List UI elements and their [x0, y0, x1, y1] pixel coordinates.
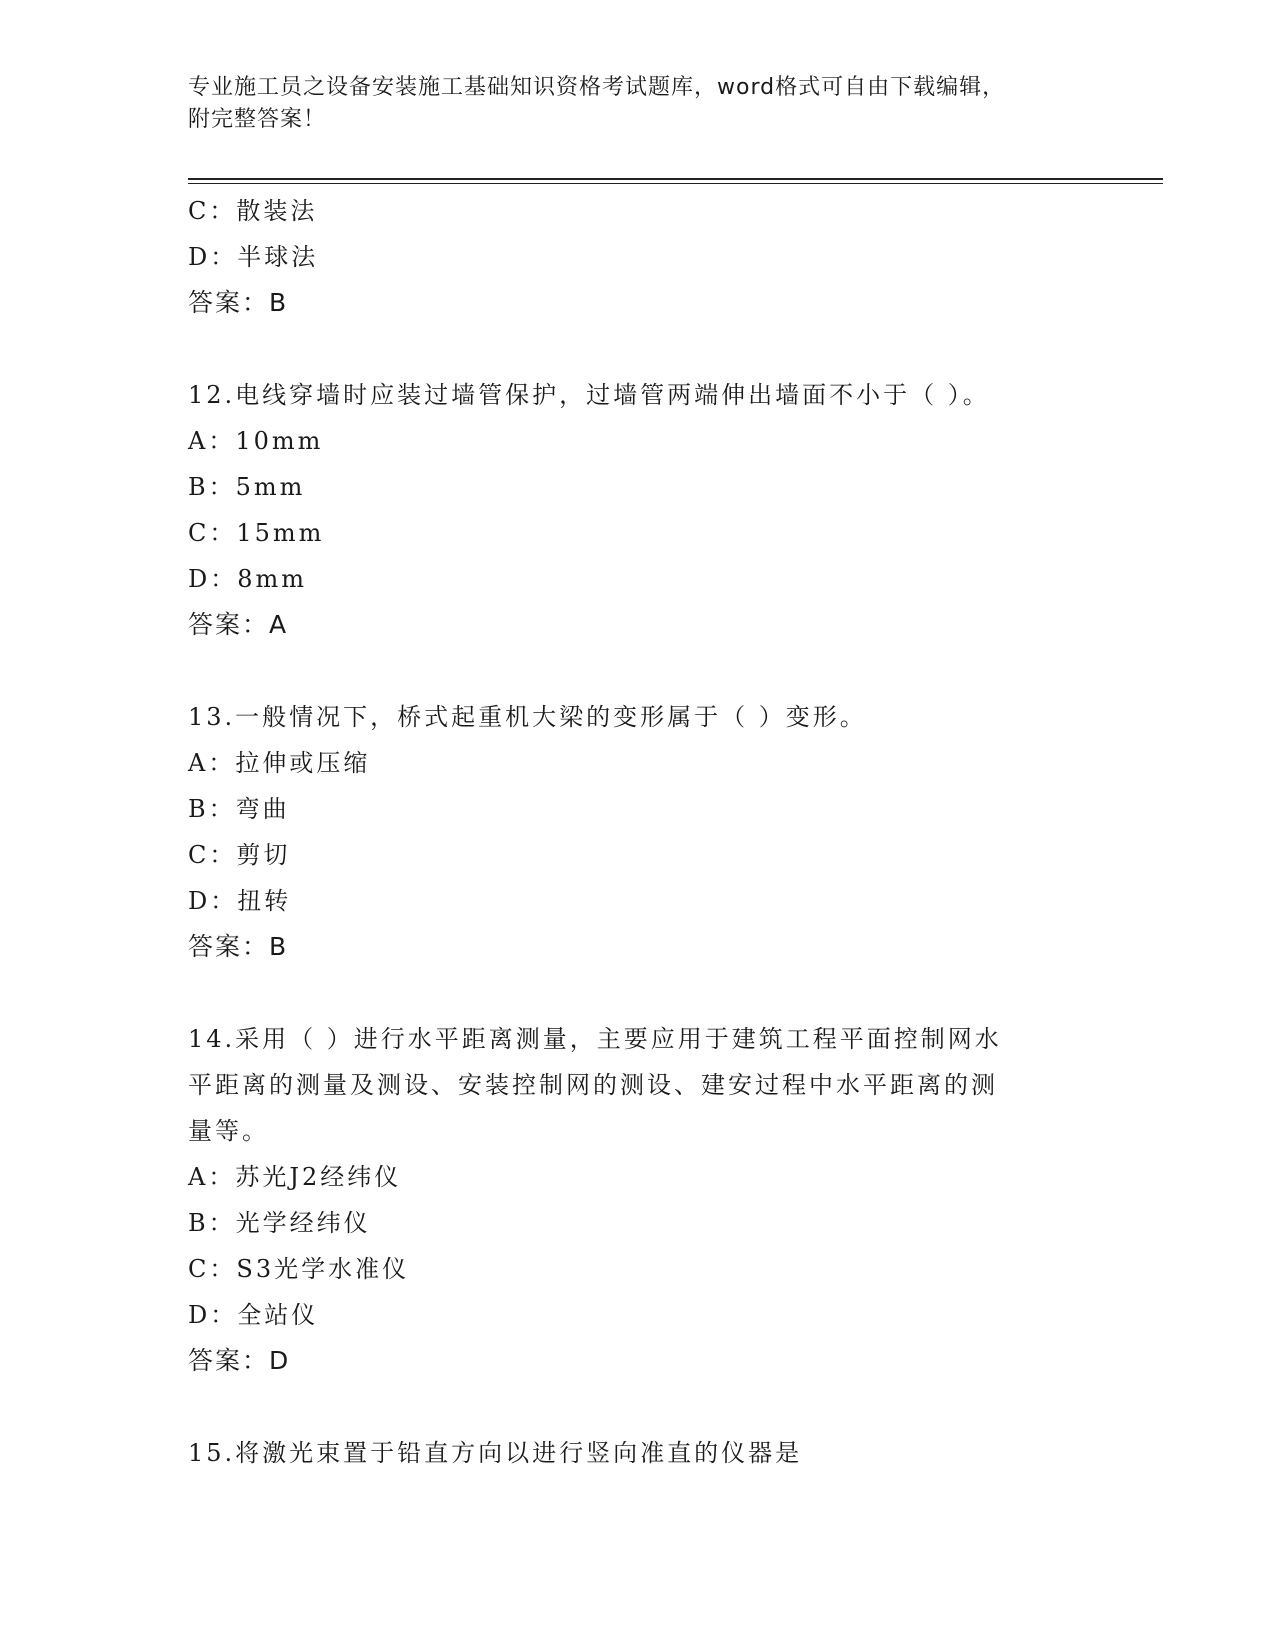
question-14 [188, 1016, 1088, 1384]
option-c [188, 510, 1088, 556]
question-15 [188, 1430, 1088, 1476]
answer-line: 答案：B [188, 288, 289, 317]
option-text: 散装法 [236, 197, 318, 225]
option-label: A： [188, 749, 236, 777]
option-text: 5mm [235, 473, 306, 501]
option-label: C： [188, 197, 237, 225]
spacer [188, 326, 1088, 372]
option-text: 光学经纬仪 [235, 1209, 371, 1237]
answer-line: 答案：B [188, 932, 289, 961]
question-stem-line-2: 平距离的测量及测设、安装控制网的测设、建安过程中水平距离的测 [188, 1071, 998, 1099]
option-label: D： [188, 1301, 238, 1329]
header-line-2: 附完整答案！ [188, 107, 327, 132]
question-list [188, 188, 1088, 1476]
question-13 [188, 694, 1088, 970]
option-text: 苏光J2经纬仪 [235, 1163, 402, 1191]
document-header [188, 72, 1068, 136]
option-b [188, 1200, 1088, 1246]
question-12 [188, 372, 1088, 648]
option-label: B： [188, 795, 236, 823]
option-d [188, 556, 1088, 602]
question-stem: 12.电线穿墙时应装过墙管保护，过墙管两端伸出墙面不小于（ ）。 [188, 381, 990, 409]
header-rule-thick [188, 178, 1163, 180]
question-stem: 13.一般情况下，桥式起重机大梁的变形属于（ ）变形。 [188, 703, 867, 731]
option-d [188, 878, 1088, 924]
header-line-1: 专业施工员之设备安装施工基础知识资格考试题库，word格式可自由下载编辑， [188, 75, 1006, 100]
option-label: A： [188, 427, 236, 455]
question-stem: 15.将激光束置于铅直方向以进行竖向准直的仪器是 [188, 1439, 803, 1467]
option-a [188, 740, 1088, 786]
spacer [188, 970, 1088, 1016]
option-label: D： [188, 887, 238, 915]
option-d [188, 1292, 1088, 1338]
option-b [188, 464, 1088, 510]
option-text: 弯曲 [235, 795, 290, 823]
answer-line: 答案：A [188, 610, 289, 639]
option-b [188, 786, 1088, 832]
option-label: B： [188, 1209, 236, 1237]
option-text: S3光学水准仪 [236, 1255, 410, 1283]
option-text: 15mm [236, 519, 325, 547]
option-label: B： [188, 473, 236, 501]
answer-line: 答案：D [188, 1346, 291, 1375]
option-c [188, 1246, 1088, 1292]
question-11-tail [188, 188, 1088, 326]
option-label: D： [188, 243, 238, 271]
option-a [188, 1154, 1088, 1200]
option-c [188, 832, 1088, 878]
option-text: 10mm [235, 427, 324, 455]
question-stem-line-1: 14.采用（ ）进行水平距离测量，主要应用于建筑工程平面控制网水 [188, 1025, 1002, 1053]
header-rule-thin [188, 183, 1163, 184]
option-c [188, 188, 1088, 234]
option-a [188, 418, 1088, 464]
spacer [188, 648, 1088, 694]
option-label: C： [188, 1255, 237, 1283]
option-label: A： [188, 1163, 236, 1191]
option-text: 8mm [237, 565, 308, 593]
option-text: 剪切 [236, 841, 291, 869]
option-label: D： [188, 565, 238, 593]
option-text: 扭转 [237, 887, 292, 915]
spacer [188, 1384, 1088, 1430]
option-d [188, 234, 1088, 280]
question-stem-line-3: 量等。 [188, 1117, 269, 1145]
option-text: 拉伸或压缩 [235, 749, 371, 777]
option-label: C： [188, 519, 237, 547]
option-text: 全站仪 [237, 1301, 319, 1329]
option-text: 半球法 [237, 243, 319, 271]
option-label: C： [188, 841, 237, 869]
